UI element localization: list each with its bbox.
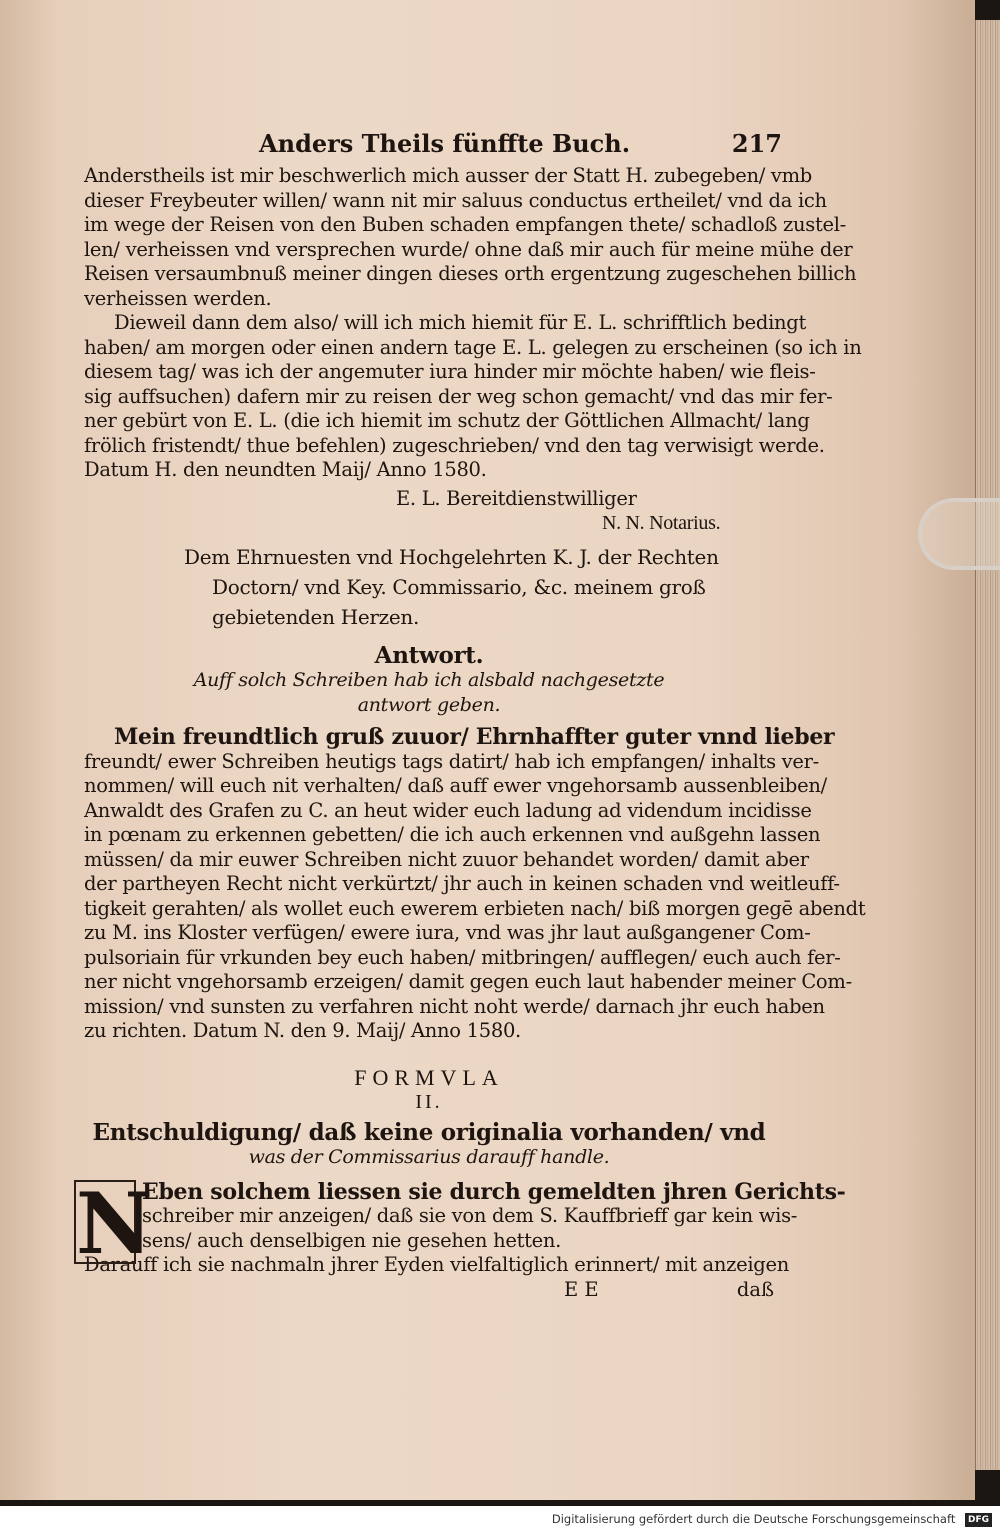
text-line: nommen/ will euch nit verhalten/ daß auff ewer vngehorsamb aussenbleiben/: [84, 774, 827, 797]
text-line: pulsoriain für vrkunden bey euch haben/ mitbringen/ aufflegen/ euch auch fer-: [84, 945, 841, 969]
formula-number: II.: [415, 1091, 443, 1113]
text-line: len/ verheissen vnd versprechen wurde/ ohne daß mir auch für meine mühe der: [84, 237, 853, 261]
text-line: Darauff ich sie nachmaln jhrer Eyden vielfaltiglich erinnert/ mit anzeigen: [84, 1253, 789, 1276]
text-line: Anderstheils ist mir beschwerlich mich ausser der Statt H. zubegeben/ vmb: [84, 164, 812, 187]
text-line: ner nicht vngehorsamb erzeigen/ damit gegen euch laut habender meiner Com-: [84, 970, 852, 993]
text-line: im wege der Reisen von den Buben schaden empfangen thete/ schadloß zustel-: [84, 213, 846, 236]
letter-paragraph-2: [84, 311, 862, 483]
text-line: schreiber mir anzeigen/ daß sie von dem S. Kauffbrieff gar kein wis-: [142, 1204, 798, 1227]
text-line: sig auffsuchen) dafern mir zu reisen der weg schon gemacht/ vnd das mir fer-: [84, 384, 833, 408]
text-line: Reisen versaumbnuß meiner dingen dieses orth ergentzung zugeschehen billich: [84, 262, 857, 285]
text-line: verheissen werden.: [84, 286, 272, 310]
text-line: Dieweil dann dem also/ will ich mich hiemit für E. L. schrifftlich bedingt: [114, 311, 807, 334]
text-line: ner gebürt von E. L. (die ich hiemit im schutz der Göttlichen Allmacht/ lang: [84, 409, 810, 432]
formula-subhead: was der Commissarius darauff handle.: [248, 1146, 610, 1168]
text-line: der partheyen Recht nicht verkürtzt/ jhr auch in keinen schaden vnd weitleuff-: [84, 872, 840, 895]
text-line: sens/ auch denselbigen nie gesehen hetten.: [142, 1228, 562, 1252]
dfg-logo-icon: DFG: [965, 1513, 992, 1527]
text-line: dieser Freybeuter willen/ wann nit mir saluus conductus ertheilet/ vnd da ich: [84, 188, 827, 212]
answer-subhead: Auff solch Schreiben hab ich alsbald nachgesetzte: [193, 669, 665, 691]
text-line: freundt/ ewer Schreiben heutigs tags datirt/ hab ich empfangen/ inhalts ver-: [84, 749, 819, 773]
answer-first-line: Mein freundtlich gruß zuuor/ Ehrnhaffter guter vnnd lieber: [114, 724, 835, 750]
page-text-block: [76, 128, 866, 1302]
address-line: gebietenden Herzen.: [212, 604, 420, 629]
text-line: frölich fristendt/ thue befehlen) zugeschrieben/ vnd den tag verwisigt werde.: [84, 433, 825, 457]
running-title: Anders Theils fünffte Buch.: [259, 129, 631, 158]
formula-paragraph: [76, 1173, 846, 1278]
letter-address: [84, 542, 774, 632]
text-line: diesem tag/ was ich der angemuter iura hinder mir möchte haben/ wie fleis-: [84, 360, 816, 383]
page-stack-edge: [975, 20, 1000, 1470]
text-line: tigkeit gerahten/ als wollet euch ewerem erbieten nach/ biß morgen gegē abendt: [84, 896, 866, 920]
address-line: Dem Ehrnuesten vnd Hochgelehrten K. J. der Rechten: [184, 544, 719, 569]
letter-paragraph-1: [84, 164, 857, 311]
signature-name: N. N. Notarius.: [602, 512, 721, 534]
running-head: [84, 128, 782, 164]
text-line: haben/ am morgen oder einen andern tage E. L. gelegen zu erscheinen (so ich in: [84, 335, 862, 359]
text-line: müssen/ da mir euwer Schreiben nicht zuuor behandet worden/ damit aber: [84, 847, 809, 871]
text-line: zu M. ins Kloster verfügen/ ewere iura, vnd was jhr laut außgangener Com-: [84, 921, 811, 944]
catch-line: [84, 1278, 774, 1302]
text-line: zu richten. Datum N. den 9. Maij/ Anno 1580.: [84, 1019, 521, 1042]
signature-closing: E. L. Bereitdienstwilliger: [396, 486, 637, 510]
formula-heading: Entschuldigung/ daß keine originalia vorhanden/ vnd: [92, 1118, 766, 1146]
text-line: Eben solchem liessen sie durch gemeldten jhren Gerichts-: [142, 1178, 846, 1205]
answer-letter: [84, 724, 866, 1044]
text-line: in pœnam zu erkennen gebetten/ die ich auch erkennen vnd außgehn lassen: [84, 823, 821, 846]
address-line: Doctorn/ vnd Key. Commissario, &c. meinem groß: [212, 574, 706, 599]
binding-clip: [918, 498, 1000, 570]
text-line: mission/ vnd sunsten zu verfahren nicht noht werde/ darnach jhr euch haben: [84, 994, 825, 1018]
answer-heading: Antwort.: [374, 641, 484, 669]
text-line: Anwaldt des Grafen zu C. an heut wider euch ladung ad videndum incidisse: [84, 798, 812, 822]
signature-mark: E E: [564, 1277, 599, 1301]
page-number: 217: [731, 129, 782, 158]
decorated-initial: N: [76, 1173, 153, 1273]
catchword: daß: [736, 1277, 774, 1301]
text-line: Datum H. den neundten Maij/ Anno 1580.: [84, 458, 487, 481]
answer-subhead: antwort geben.: [357, 693, 501, 716]
funding-footer: [0, 1506, 1000, 1533]
funding-note: Digitalisierung gefördert durch die Deutsche Forschungsgemeinschaft: [551, 1512, 956, 1526]
formula-title: FORMVLA: [354, 1064, 504, 1090]
